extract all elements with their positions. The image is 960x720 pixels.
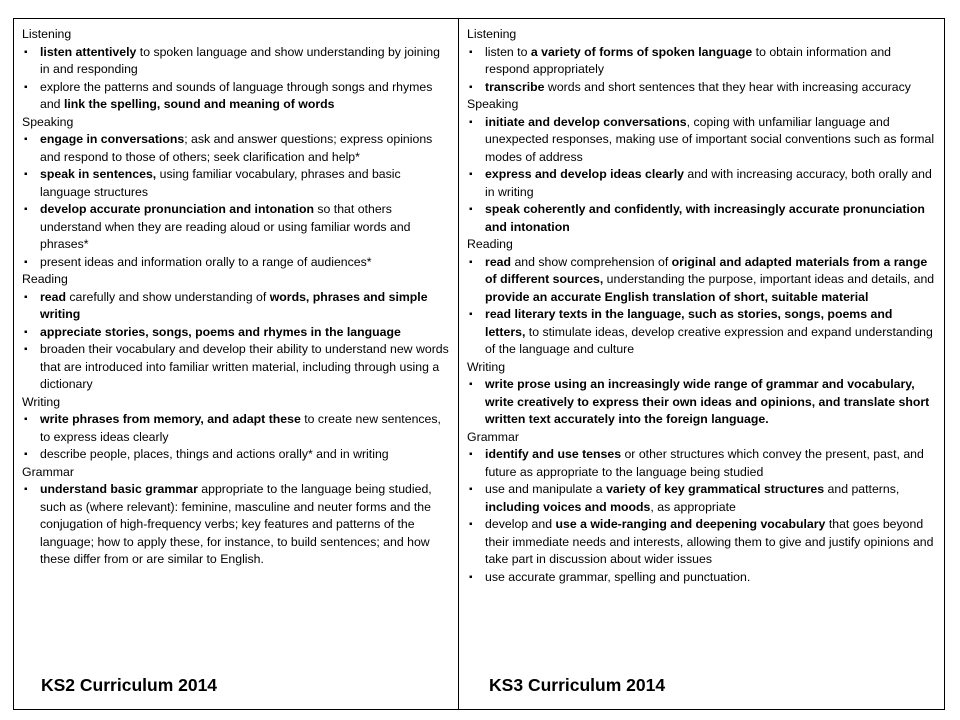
square-bullet-icon: ▪ <box>24 326 28 338</box>
list-item <box>467 516 936 569</box>
text: appropriate to the language being studied, such as (where relevant): feminine, masculine and neuter forms and the conjugation of high-frequency verbs; key features and patterns of the language; how to apply these, for instance, to build sentences; and how these differ from or are similar to English. <box>40 482 432 566</box>
bold-text: including voices and moods <box>485 499 651 514</box>
bullet-list <box>467 254 936 359</box>
square-bullet-icon: ▪ <box>469 571 473 583</box>
list-item <box>22 44 450 79</box>
bold-text: transcribe <box>485 79 545 94</box>
square-bullet-icon: ▪ <box>469 169 473 180</box>
square-bullet-icon: ▪ <box>24 414 28 425</box>
bold-text: understand basic grammar <box>40 482 198 496</box>
text: ; ask and answer questions; express opinions and respond to those of others; seek clarification and help* <box>40 132 433 164</box>
square-bullet-icon: ▪ <box>469 309 473 320</box>
text: to create new sentences, to express ideas clearly <box>40 412 441 444</box>
text: to obtain information and respond appropriately <box>485 44 892 76</box>
text: to spoken language and show understanding by joining in and responding <box>40 44 440 76</box>
bold-text: read <box>40 289 66 304</box>
text: carefully and show understanding of <box>65 289 270 304</box>
bullet-list <box>467 114 936 237</box>
bullet-list <box>22 44 450 114</box>
bullet-list <box>467 446 936 586</box>
ks2-content <box>22 26 450 569</box>
square-bullet-icon: ▪ <box>24 134 28 145</box>
text: and with increasing accuracy, both orally and in writing <box>485 167 932 199</box>
text: using familiar vocabulary, phrases and basic language structures <box>40 167 401 199</box>
section-heading-reading: Reading <box>467 237 513 251</box>
bold-text: listen attentively <box>40 44 137 59</box>
text: words and short sentences that they hear with increasing accuracy <box>544 79 911 94</box>
square-bullet-icon: ▪ <box>469 449 473 460</box>
square-bullet-icon: ▪ <box>24 484 28 495</box>
text: describe people, places, things and actions orally* and in writing <box>40 447 389 461</box>
bold-text: appreciate stories, songs, poems and rhymes in the language <box>40 324 401 339</box>
ks3-content <box>467 26 936 586</box>
square-bullet-icon: ▪ <box>469 116 473 128</box>
bullet-list <box>467 376 936 429</box>
bullet-list <box>22 131 450 271</box>
square-bullet-icon: ▪ <box>469 46 473 58</box>
bold-text: read <box>485 254 512 269</box>
bullet-list <box>22 481 450 569</box>
curriculum-comparison-table <box>13 18 945 710</box>
text: , as appropriate <box>650 499 736 514</box>
bullet-list <box>467 44 936 97</box>
square-bullet-icon: ▪ <box>24 256 28 268</box>
list-item <box>22 324 450 342</box>
square-bullet-icon: ▪ <box>469 256 473 268</box>
section-heading-speaking: Speaking <box>467 97 519 111</box>
list-item <box>467 201 936 236</box>
list-item <box>22 411 450 446</box>
square-bullet-icon: ▪ <box>469 81 473 93</box>
text: explore the patterns and sounds of language through songs and rhymes and <box>40 79 433 111</box>
bold-text: speak coherently and confidently, with increasingly accurate pronunciation and intonation <box>485 202 925 234</box>
text: broaden their vocabulary and develop their ability to understand new words that are introduced into familiar written material, including through using a dictionary <box>40 342 449 391</box>
bold-text: use a wide-ranging and deepening vocabulary <box>555 517 826 531</box>
bold-text: link the spelling, sound and meaning of words <box>63 97 335 111</box>
bullet-list <box>22 411 450 464</box>
text: use accurate grammar, spelling and punctuation. <box>485 569 751 584</box>
square-bullet-icon: ▪ <box>24 344 28 355</box>
list-item <box>467 306 936 359</box>
list-item <box>467 569 936 587</box>
square-bullet-icon: ▪ <box>469 379 473 390</box>
section-heading-listening: Listening <box>22 27 72 41</box>
list-item <box>467 254 936 307</box>
list-item <box>22 201 450 254</box>
list-item <box>22 446 450 464</box>
ks2-column <box>14 19 459 709</box>
text: so that others understand when they are reading aloud or using familiar words and phrases* <box>40 202 411 251</box>
square-bullet-icon: ▪ <box>24 46 28 58</box>
bold-text: original and adapted materials from a range of different sources, <box>485 254 928 286</box>
list-item <box>22 166 450 201</box>
text: that goes beyond their immediate needs and interests, allowing them to give and justify opinions and take part in discussion about wider issues <box>485 517 934 566</box>
bold-text: identify and use tenses <box>485 447 622 461</box>
ks2-caption: KS2 Curriculum 2014 <box>41 675 218 695</box>
square-bullet-icon: ▪ <box>24 81 28 93</box>
square-bullet-icon: ▪ <box>24 291 28 303</box>
bold-text: write prose using an increasingly wide range of grammar and vocabulary, write creatively to express their own ideas and opinions, and translate short written text accurately into the foreign language. <box>485 377 930 426</box>
text: develop and <box>485 517 556 531</box>
text: use and manipulate a <box>485 482 607 496</box>
bullet-list <box>22 289 450 394</box>
section-heading-grammar: Grammar <box>467 429 519 444</box>
square-bullet-icon: ▪ <box>24 204 28 215</box>
list-item <box>22 131 450 166</box>
bold-text: develop accurate pronunciation and intonation <box>40 202 314 216</box>
text: listen to <box>485 44 531 59</box>
list-item <box>467 446 936 481</box>
section-heading-grammar: Grammar <box>22 464 74 479</box>
text: to stimulate ideas, develop creative expression and expand understanding of the language and culture <box>485 324 933 356</box>
text: and patterns, <box>824 482 900 496</box>
section-heading-speaking: Speaking <box>22 114 74 129</box>
list-item <box>467 376 936 429</box>
list-item <box>467 114 936 167</box>
section-heading-writing: Writing <box>467 359 506 374</box>
bold-text: speak in sentences, <box>40 167 157 181</box>
bold-text: words, phrases and simple writing <box>40 289 428 321</box>
bold-text: a variety of forms of spoken language <box>530 44 753 59</box>
list-item <box>22 254 450 272</box>
text: understanding the purpose, important ideas and details, and <box>603 272 935 286</box>
section-heading-writing: Writing <box>22 394 61 409</box>
text: , coping with unfamiliar language and unexpected responses, making use of important social conventions such as formal modes of address <box>485 114 935 164</box>
square-bullet-icon: ▪ <box>24 449 28 460</box>
bold-text: express and develop ideas clearly <box>485 167 684 181</box>
ks3-column <box>459 19 944 709</box>
square-bullet-icon: ▪ <box>469 519 473 530</box>
text: present ideas and information orally to a range of audiences* <box>40 254 372 269</box>
list-item <box>22 341 450 394</box>
square-bullet-icon: ▪ <box>24 169 28 180</box>
list-item <box>22 79 450 114</box>
bold-text: variety of key grammatical structures <box>606 482 825 496</box>
bold-text: initiate and develop conversations <box>485 114 687 129</box>
list-item <box>467 481 936 516</box>
list-item <box>22 481 450 569</box>
text: or other structures which convey the present, past, and future as appropriate to the language being studied <box>485 447 924 479</box>
section-heading-reading: Reading <box>22 272 68 286</box>
bold-text: write phrases from memory, and adapt these <box>40 412 301 426</box>
square-bullet-icon: ▪ <box>469 204 473 215</box>
list-item <box>467 44 936 79</box>
bold-text: engage in conversations <box>40 132 185 146</box>
bold-text: read literary texts in the language, such as stories, songs, poems and letters, <box>485 307 893 339</box>
list-item <box>22 289 450 324</box>
bold-text: provide an accurate English translation of short, suitable material <box>485 289 869 304</box>
text: and show comprehension of <box>511 254 672 269</box>
list-item <box>467 79 936 97</box>
square-bullet-icon: ▪ <box>469 484 473 495</box>
list-item <box>467 166 936 201</box>
section-heading-listening: Listening <box>467 27 517 41</box>
ks3-caption: KS3 Curriculum 2014 <box>489 675 666 695</box>
